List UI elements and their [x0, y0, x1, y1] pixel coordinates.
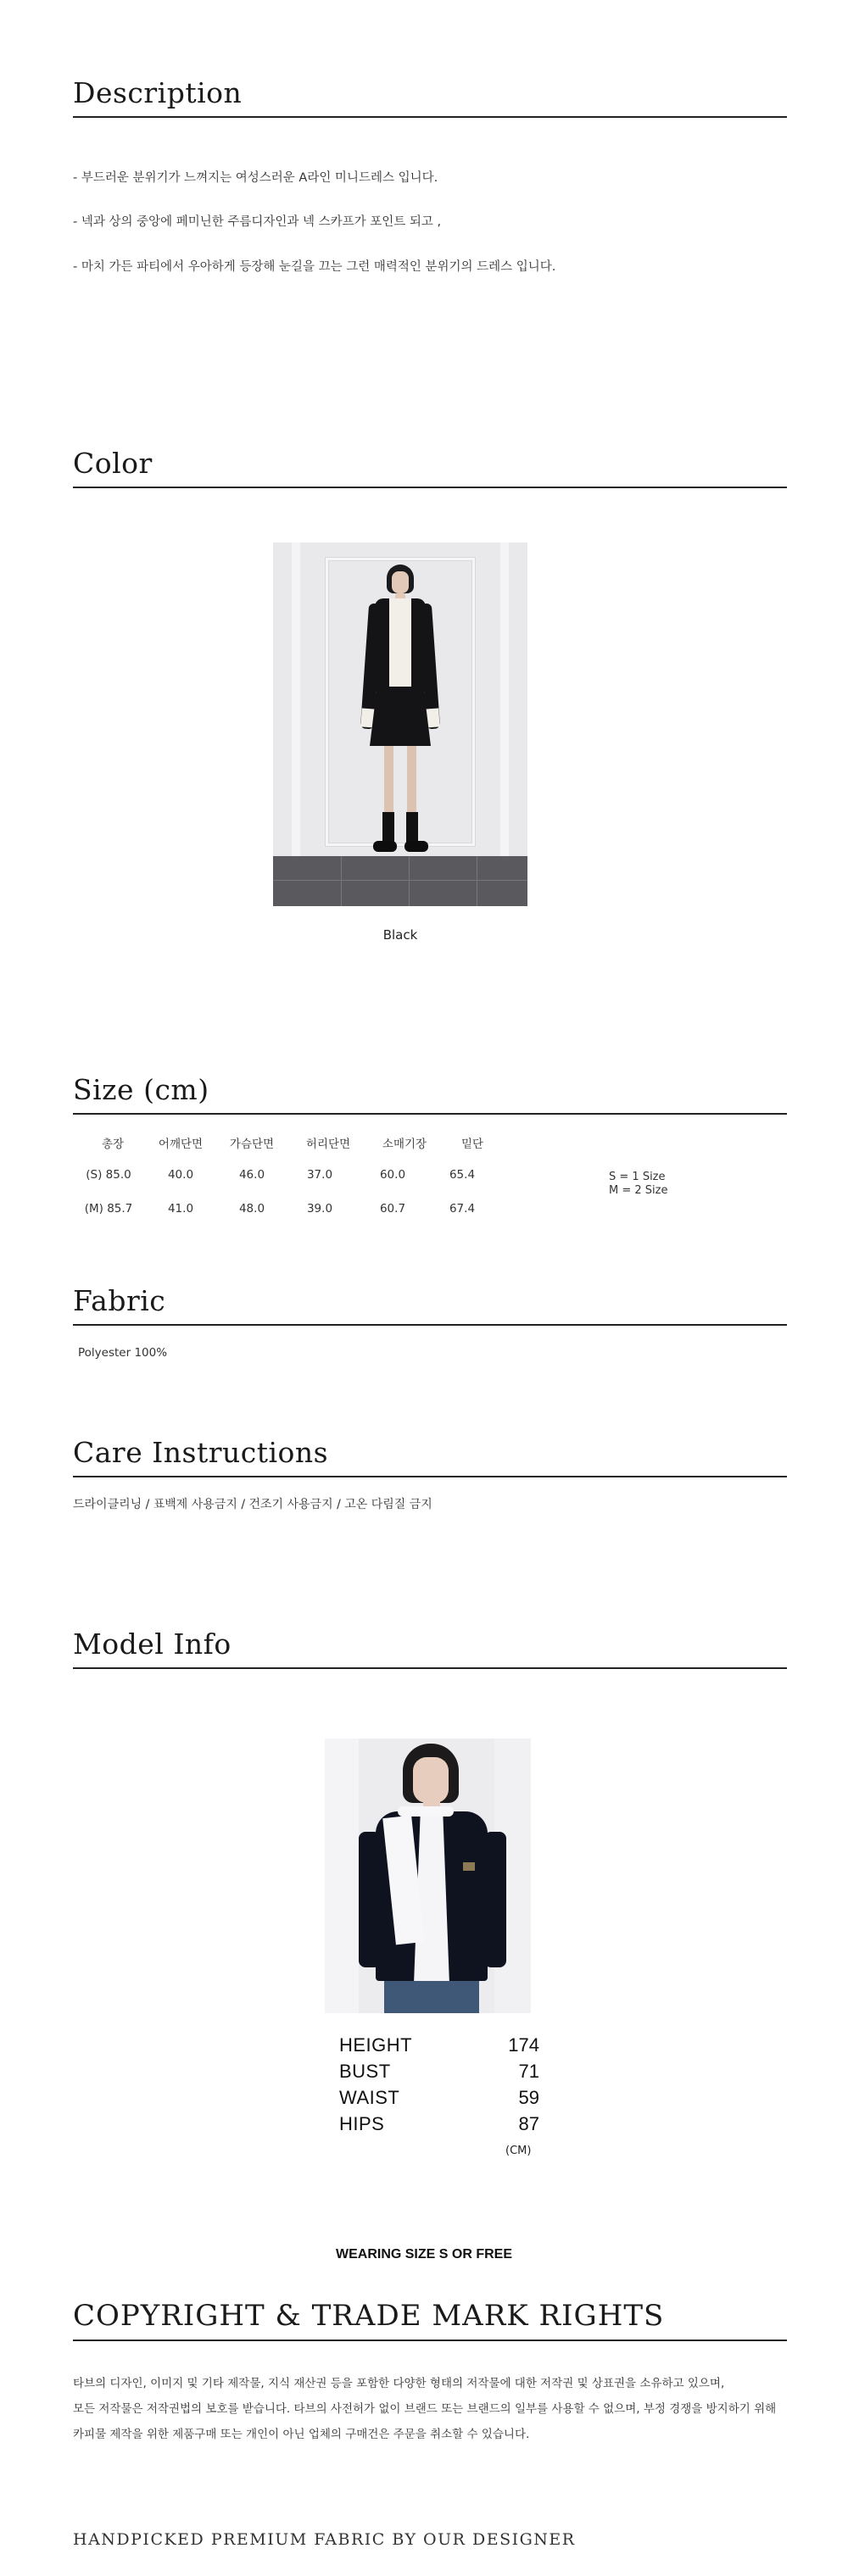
copyright-title: COPYRIGHT & TRADE MARK RIGHTS — [73, 2299, 787, 2341]
color-swatch-label: Black — [382, 927, 418, 943]
size-cell: 67.4 — [449, 1202, 476, 1216]
stat-label: WAIST — [339, 2087, 400, 2108]
copyright-line: 타브의 디자인, 이미지 및 기타 제작물, 지식 재산권 등을 포함한 다양한 형태의 저작물에 대한 저작권 및 상표권을 소유하고 있으며, — [73, 2377, 725, 2390]
stat-label: BUST — [339, 2061, 391, 2082]
color-title: Color — [73, 447, 787, 488]
size-header: 허리단면 — [305, 1138, 351, 1151]
color-black-photo — [273, 542, 527, 906]
model-info-title: Model Info — [73, 1627, 787, 1669]
size-header: 어깨단면 — [158, 1138, 204, 1151]
size-header: 가슴단면 — [229, 1138, 275, 1151]
size-note: M = 2 Size — [609, 1184, 668, 1197]
description-line-1: - 부드러운 분위기가 느껴지는 여성스러운 A라인 미니드레스 입니다. — [73, 171, 438, 185]
wearing-size-text: WEARING SIZE S OR FREE — [335, 2247, 512, 2262]
stat-label: HEIGHT — [339, 2034, 413, 2056]
stat-unit: (CM) — [505, 2145, 532, 2157]
fabric-text: Polyester 100% — [78, 1346, 168, 1360]
stat-value: 174 — [508, 2034, 539, 2056]
care-title: Care Instructions — [73, 1436, 787, 1477]
model-photo — [325, 1739, 531, 2013]
copyright-line: 모든 저작물은 저작권법의 보호를 받습니다. 타브의 사전허가 없이 브랜드 또는 브랜드의 일부를 사용할 수 없으며, 부정 경쟁을 방지하기 위해 — [73, 2402, 777, 2416]
size-cell: 48.0 — [238, 1202, 265, 1216]
size-cell: 65.4 — [449, 1168, 476, 1182]
size-cell: 60.0 — [379, 1168, 406, 1182]
stat-value: 59 — [518, 2087, 539, 2108]
size-cell: 41.0 — [167, 1202, 194, 1216]
size-note: S = 1 Size — [609, 1171, 666, 1183]
description-title: Description — [73, 76, 787, 118]
fabric-title: Fabric — [73, 1284, 787, 1326]
size-header: 밑단 — [460, 1138, 484, 1151]
description-line-3: - 마치 가든 파티에서 우아하게 등장해 눈길을 끄는 그런 매력적인 분위기의 드레스 입니다. — [73, 260, 556, 274]
size-cell: 37.0 — [306, 1168, 333, 1182]
footer-tagline: HANDPICKED PREMIUM FABRIC BY OUR DESIGNER — [73, 2530, 576, 2549]
size-cell: 39.0 — [306, 1202, 333, 1216]
size-cell: (S) 85.0 — [86, 1168, 131, 1182]
size-cell: 60.7 — [379, 1202, 406, 1216]
size-header: 총장 — [101, 1138, 125, 1151]
description-line-2: - 넥과 상의 중앙에 페미닌한 주름디자인과 넥 스카프가 포인트 되고 , — [73, 215, 442, 229]
size-title: Size (cm) — [73, 1073, 787, 1115]
size-cell: (M) 85.7 — [84, 1202, 133, 1216]
stat-label: HIPS — [339, 2113, 385, 2134]
copyright-line: 카피물 제작을 위한 제품구매 또는 개인이 아닌 업체의 구매건은 주문을 취소할 수 있습니다. — [73, 2428, 530, 2441]
stat-value: 87 — [518, 2113, 539, 2134]
size-header: 소매기장 — [382, 1138, 427, 1151]
size-cell: 40.0 — [167, 1168, 194, 1182]
care-text: 드라이클리닝 / 표백제 사용금지 / 건조기 사용금지 / 고온 다림질 금지 — [73, 1498, 432, 1511]
size-cell: 46.0 — [238, 1168, 265, 1182]
stat-value: 71 — [518, 2061, 539, 2082]
